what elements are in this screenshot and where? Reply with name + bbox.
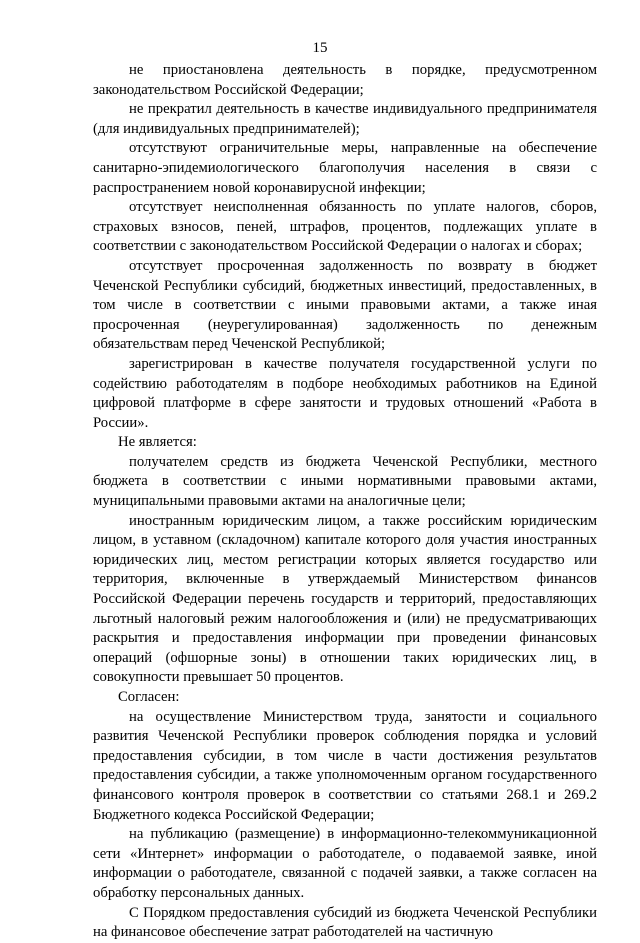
paragraph-not-budget-recipient: получателем средств из бюджета Чеченской Республики, местного бюджета в соответствии с иными нормативными правовыми актами, муниципальными правовыми актами на аналогичные цели; bbox=[93, 453, 597, 510]
heading-not-is: Не является: bbox=[118, 434, 197, 451]
paragraph-agree-inspections: на осуществление Министерством труда, занятости и социального развития Чеченской Республики проверок соблюдения порядка и условий предоставления субсидии, в том числе в части достижения результатов предоставления субсидии, а также уполномоченным органом государственного финансового контроля проверок в соответствии со статьями 268.1 и 269.2 Бюджетного кодекса Российской Федерации; bbox=[93, 708, 597, 823]
paragraph-not-foreign-entity: иностранным юридическим лицом, а также российским юридическим лицом, в уставном (складочном) капитале которого доля участия иностранных юридических лиц, местом регистрации которых является государство или территория, включенные в утверждаемый Министерством финансов Российской Федерации перечень государств и территорий, предоставляющих льготный налоговый режим налогообложения и (или) не предусматривающих раскрытия и предоставления информации при проведении финансовых операций (офшорные зоны) в отношении таких юридических лиц, в совокупности превышает 50 процентов. bbox=[93, 512, 597, 686]
paragraph-not-terminated: не прекратил деятельность в качестве индивидуального предпринимателя (для индивидуальных предпринимателей); bbox=[93, 101, 597, 137]
paragraph-no-overdue-debt: отсутствует просроченная задолженность по возврату в бюджет Чеченской Республики субсидий, бюджетных инвестиций, предоставленных, в том числе в соответствии с иными правовыми актами, а также иная просроченная (неурегулированная) задолженность по денежным обязательствам перед Чеченской Республикой; bbox=[93, 257, 597, 353]
paragraph-no-tax-debt: отсутствует неисполненная обязанность по уплате налогов, сборов, страховых взносов, пеней, штрафов, процентов, подлежащих уплате в соответствии с законодательством Российской Федерации о налогах и сборах; bbox=[93, 199, 597, 255]
paragraph-not-suspended: не приостановлена деятельность в порядке, предусмотренном законодательством Российской Федерации; bbox=[93, 62, 597, 98]
paragraph-agree-publication: на публикацию (размещение) в информационно-телекоммуникационной сети «Интернет» информации о работодателе, о подаваемой заявке, иной информации о работодателе, связанной с подачей заявки, а также согласен на обработку персональных данных. bbox=[93, 826, 597, 901]
page-number: 15 bbox=[312, 40, 328, 56]
paragraph-procedure: С Порядком предоставления субсидий из бюджета Чеченской Республики на финансовое обеспечение затрат работодателей на частичную bbox=[93, 904, 597, 941]
paragraph-registered: зарегистрирован в качестве получателя государственной услуги по содействию работодателям в подборе необходимых работников на Единой цифровой платформе в сфере занятости и трудовых отношений «Работа в России». bbox=[93, 355, 597, 431]
heading-agrees: Согласен: bbox=[118, 689, 180, 705]
document-body bbox=[93, 61, 597, 943]
paragraph-no-restrictions: отсутствуют ограничительные меры, направленные на обеспечение санитарно-эпидемиологического благополучия населения в связи с распространением новой коронавирусной инфекции; bbox=[93, 140, 597, 196]
